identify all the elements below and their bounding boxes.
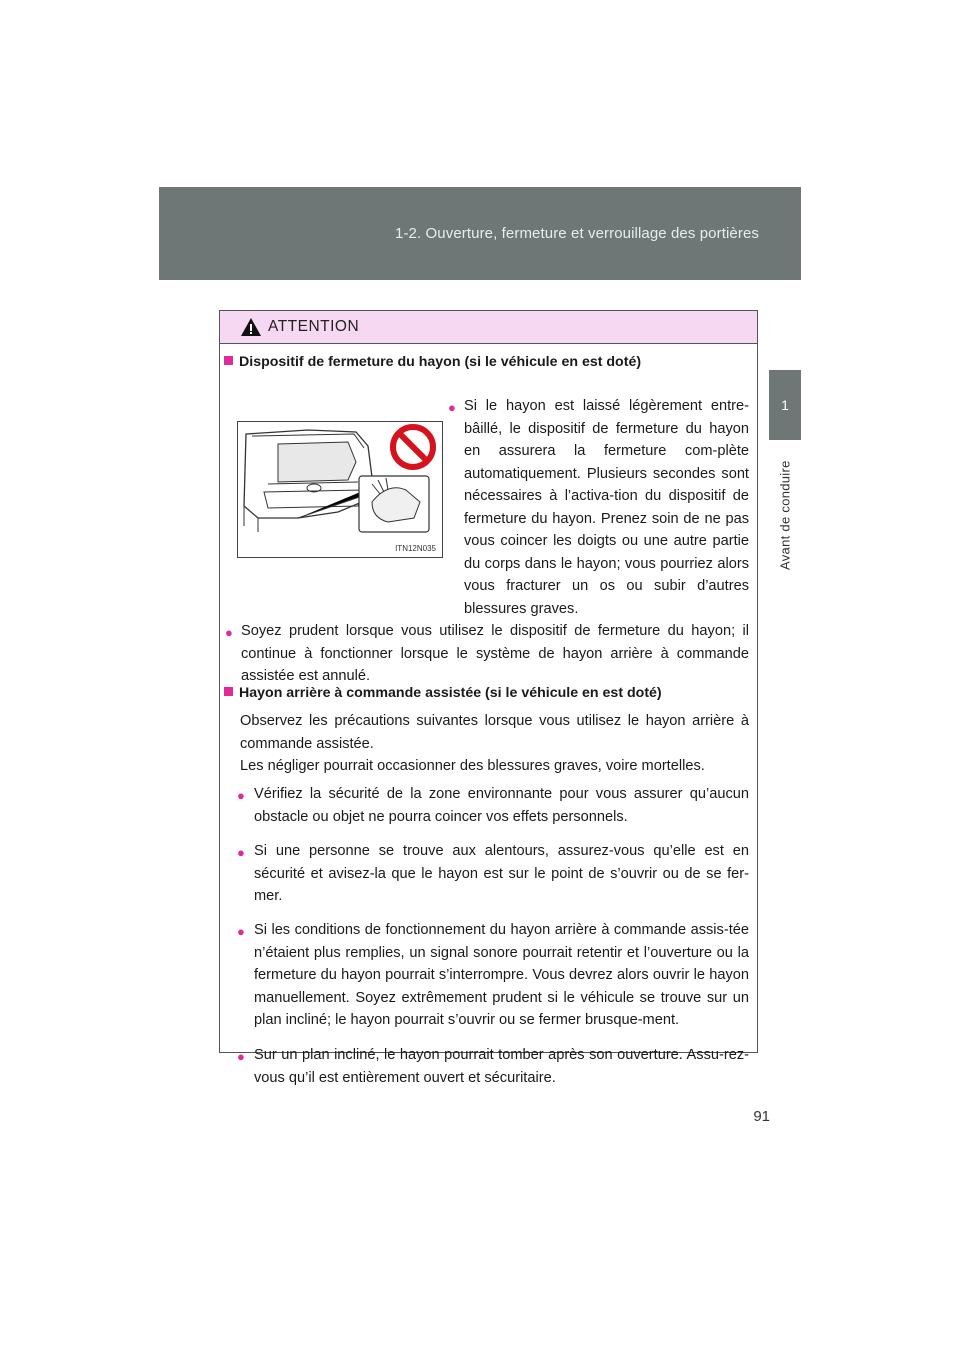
warning-triangle-icon [240,317,262,337]
section-square-icon [224,687,233,696]
tailgate-hand-illustration [238,422,442,557]
side-tab-top [769,187,801,280]
warning-header [220,311,757,344]
header-band [159,187,801,280]
bullet-text: Sur un plan incliné, le hayon pourrait tomber après son ouverture. Assu-rez-vous qu’il est entièrement ouvert et sécuritaire. [254,1047,749,1086]
illustration-figure [237,421,443,558]
warning-box [219,310,758,1086]
warning-title: ATTENTION [268,318,360,335]
bullet-dot-icon: ● [237,845,245,860]
bullet-dot-icon: ● [225,625,233,640]
section-title-closer: Dispositif de fermeture du hayon (si le véhicule en est doté) [224,354,641,370]
bullet-text: Si le hayon est laissé légèrement entre-bâillé, le dispositif de fermeture du hayon en assurera la fermeture com-plète automatiquement. Plusieurs secondes sont nécessaires à l’activa-tion du dispositif de fermeture du hayon. Prenez soin de ne pas vous coincer les doigts ou une autre partie du corps dans le hayon; vous pourriez alors vous fracturer un os ou subir d’autres blessures graves. [464,398,749,617]
section-title-power-tailgate: Hayon arrière à commande assistée (si le véhicule en est doté) [224,685,662,701]
page-number: 91 [753,1108,770,1125]
side-tab-number: 1 [769,370,801,440]
bullet-dot-icon: ● [237,1049,245,1064]
chapter-title: 1-2. Ouverture, fermeture et verrouillage des portières [395,225,759,242]
bullet-dot-icon: ● [237,924,245,939]
bullet-text: Si une personne se trouve aux alentours, assurez-vous qu’elle est en sécurité et avisez-la que le hayon est sur le point de s’ouvrir ou de se fer-mer. [254,843,749,904]
intro-text: Observez les précautions suivantes lorsque vous utilisez le hayon arrière à commande assistée. [240,713,749,752]
bullet-dot-icon: ● [237,788,245,803]
intro-text: Les négliger pourrait occasionner des blessures graves, voire mortelles. [240,758,705,774]
bullet-dot-icon: ● [448,400,456,415]
section-square-icon [224,356,233,365]
bullet-text: Soyez prudent lorsque vous utilisez le dispositif de fermeture du hayon; il continue à fonctionner lorsque le système de hayon arrière à commande assistée est annulé. [241,623,749,684]
side-tab-label: Avant de conduire [777,460,793,570]
figure-caption: ITN12N035 [395,544,436,553]
bullet-text: Si les conditions de fonctionnement du hayon arrière à commande assis-tée n’étaient plus remplies, un signal sonore pourrait retentir et l’ouverture ou la fermeture du hayon pourrait s’interrompre. Vous devrez alors ouvrir le hayon manuellement. Soyez extrêmement prudent si le véhicule se trouve sur un plan incliné; le hayon pourrait s’ouvrir ou se fermer brusque-ment. [254,922,749,1028]
bullet-text: Vérifiez la sécurité de la zone environnante pour vous assurer qu’aucun obstacle ou objet ne pourra coincer vos effets personnels. [254,786,749,825]
